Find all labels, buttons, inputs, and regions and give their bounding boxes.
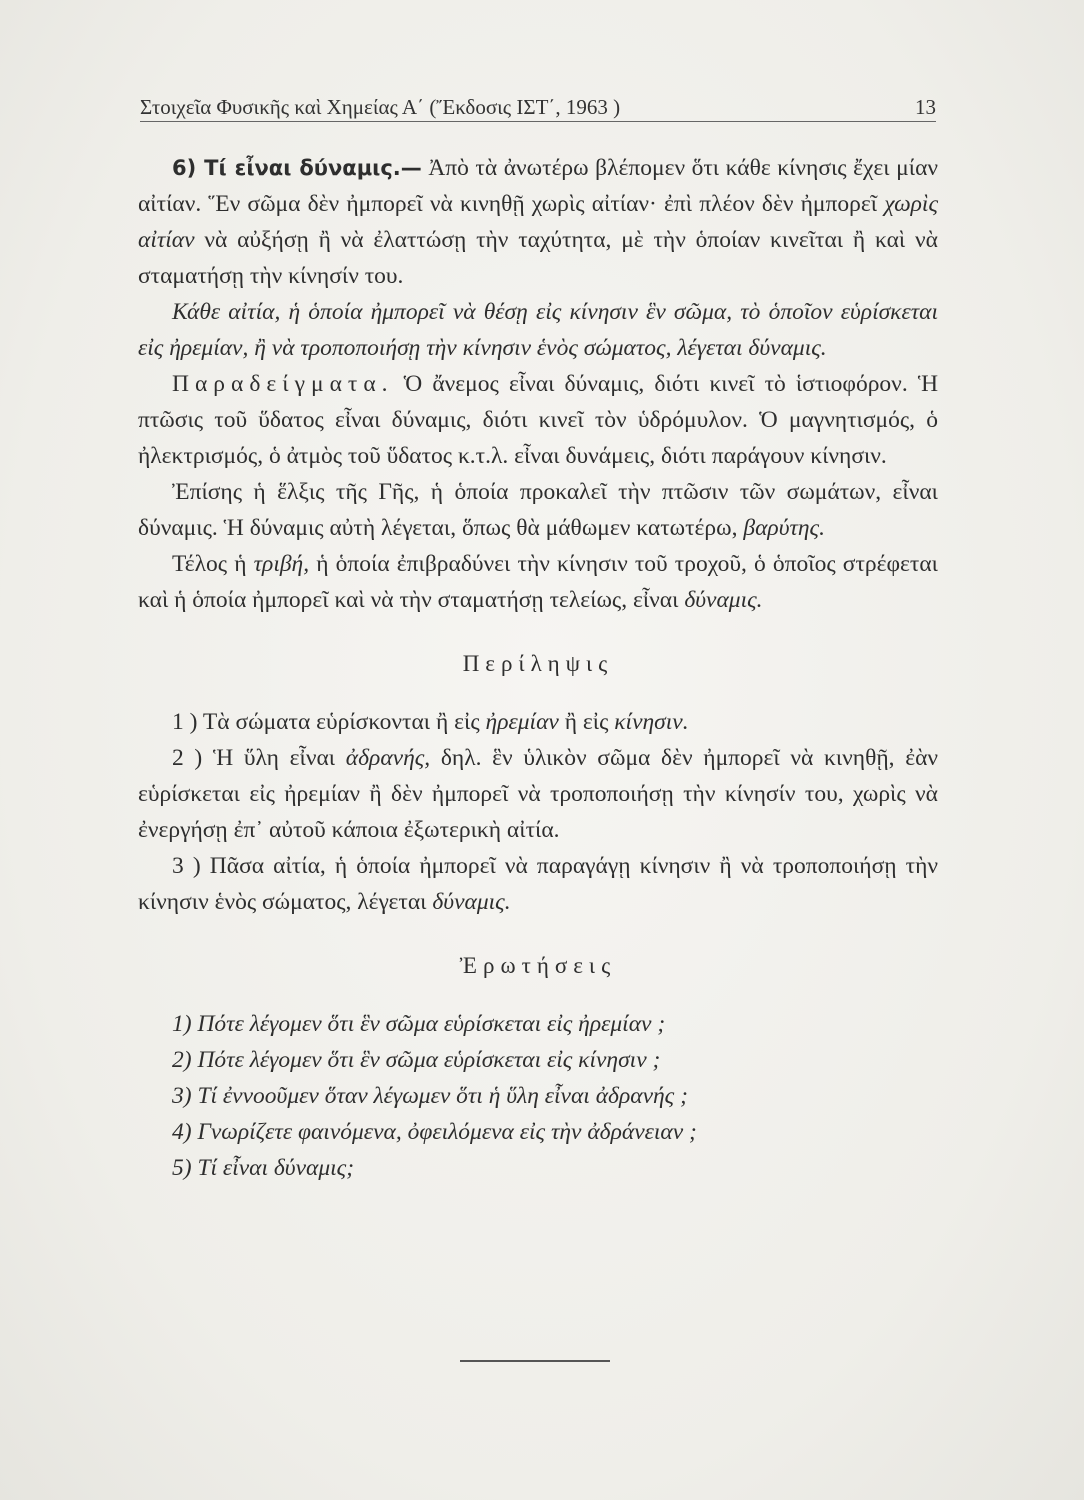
friction-text: Τέλος ἡ xyxy=(172,551,247,577)
examples-label: Παραδείγματα. xyxy=(172,371,394,397)
summary-list xyxy=(138,704,938,920)
summary-item xyxy=(138,740,938,848)
examples-text: Ὁ ἄνεμος εἶναι δύναμις, διότι κινεῖ τὸ ἱστιοφόρον. Ἡ πτῶσις τοῦ ὕδατος εἶναι δύναμις, διότι κινεῖ τὸν ὑδρόμυλον. Ὁ μαγνητισμός, ὁ ἠλεκτρισμός, ὁ ἀτμὸς τοῦ ὕδατος κ.τ.λ. εἶναι δυνάμεις, διότι παράγουν κίνησιν. xyxy=(138,371,939,469)
running-header xyxy=(140,90,936,120)
questions-list xyxy=(138,1006,938,1186)
question-item: 5) Τί εἶναι δύναμις; xyxy=(172,1155,355,1181)
gravity-paragraph xyxy=(138,474,938,546)
summary-heading: Περίληψις xyxy=(462,651,614,676)
friction-end: δύναμις. xyxy=(684,587,763,613)
intro-rest: νὰ αὐξήσῃ ἢ νὰ ἐλαττώσῃ τὴν ταχύτητα, μὲ τὴν ὁποίαν κινεῖται ἢ καὶ νὰ σταματήσῃ τὴν κίνησίν του. xyxy=(138,227,938,289)
page-content xyxy=(138,150,938,1186)
summary-item-term: δύναμις. xyxy=(432,889,511,915)
section-heading: 6) Τί εἶναι δύναμις.— xyxy=(172,156,422,180)
friction-paragraph xyxy=(138,546,938,618)
gravity-term: βαρύτης. xyxy=(743,515,825,541)
questions-heading: Ἐρωτήσεις xyxy=(459,953,617,978)
header-title: Στοιχεῖα Φυσικῆς καὶ Χημείας Α΄ (Ἔκδοσις ΙΣΤ΄, 1963 ) xyxy=(140,95,621,119)
summary-item-term: κίνησιν. xyxy=(614,709,689,735)
summary-item-text: ἢ εἰς xyxy=(564,709,609,735)
summary-item-text: Πᾶσα αἰτία, ἡ ὁποία ἠμπορεῖ νὰ παραγάγῃ κίνησιν ἢ νὰ τροποποιήσῃ τὴν κίνησιν ἑνὸς σώματος, λέγεται xyxy=(138,853,939,915)
summary-item-number: 2 ) xyxy=(172,745,203,771)
summary-item-term: ἀδρανής, xyxy=(345,745,431,771)
friction-rest: ἡ ὁποία ἐπιβραδύνει τὴν κίνησιν τοῦ τροχοῦ, ὁ ὁποῖος στρέφεται καὶ ἡ ὁποία ἠμπορεῖ καὶ νὰ τὴν σταματήσῃ τελείως, εἶναι xyxy=(138,551,938,613)
friction-term: τριβή, xyxy=(253,551,310,577)
question-item: 3) Τί ἐννοοῦμεν ὅταν λέγωμεν ὅτι ἡ ὕλη εἶναι ἀδρανής ; xyxy=(172,1083,688,1109)
summary-item-term: ἠρεμίαν xyxy=(485,709,559,735)
summary-item-number: 1 ) xyxy=(172,709,198,735)
end-of-section-rule xyxy=(460,1360,610,1362)
question-item: 1) Πότε λέγομεν ὅτι ἓν σῶμα εὑρίσκεται εἰς ἠρεμίαν ; xyxy=(172,1011,666,1037)
intro-italic: χωρὶς αἰτίαν xyxy=(138,191,939,253)
header-rule xyxy=(140,121,936,122)
intro-text: Ἀπὸ τὰ ἀνωτέρω βλέπομεν ὅτι κάθε κίνησις ἔχει μίαν αἰτίαν. Ἕν σῶμα δὲν ἠμπορεῖ νὰ κινηθῇ χωρὶς αἰτίαν· ἐπὶ πλέον δὲν ἠμπορεῖ xyxy=(138,155,939,217)
summary-item xyxy=(138,704,938,740)
definition-paragraph: Κάθε αἰτία, ἡ ὁποία ἠμπορεῖ νὰ θέσῃ εἰς κίνησιν ἓν σῶμα, τὸ ὁποῖον εὑρίσκεται εἰς ἠρεμίαν, ἢ νὰ τροποποιήσῃ τὴν κίνησιν ἑνὸς σώματος, λέγεται δύναμις. xyxy=(138,299,938,361)
summary-item-text: δηλ. ἓν ὑλικὸν σῶμα δὲν ἠμπορεῖ νὰ κινηθῇ, ἐὰν εὑρίσκεται εἰς ἠρεμίαν ἢ δὲν ἠμπορεῖ νὰ τροποποιήσῃ τὴν κίνησίν του, χωρὶς νὰ ἐνεργήσῃ ἐπ᾽ αὐτοῦ κάποια ἐξωτερικὴ αἰτία. xyxy=(138,745,939,843)
question-item: 2) Πότε λέγομεν ὅτι ἓν σῶμα εὑρίσκεται εἰς κίνησιν ; xyxy=(172,1047,661,1073)
question-item: 4) Γνωρίζετε φαινόμενα, ὀφειλόμενα εἰς τὴν ἀδράνειαν ; xyxy=(172,1119,697,1145)
gravity-text: Ἐπίσης ἡ ἕλξις τῆς Γῆς, ἡ ὁποία προκαλεῖ τὴν πτῶσιν τῶν σωμάτων, εἶναι δύναμις. Ἡ δύναμις αὐτὴ λέγεται, ὅπως θὰ μάθωμεν κατωτέρω, xyxy=(138,479,938,541)
section-intro-paragraph xyxy=(138,150,938,294)
summary-item-text: Ἡ ὕλη εἶναι xyxy=(212,745,336,771)
examples-paragraph xyxy=(138,366,938,474)
page-number: 13 xyxy=(915,95,936,119)
summary-item-number: 3 ) xyxy=(172,853,201,879)
summary-item-text: Τὰ σώματα εὑρίσκονται ἢ εἰς xyxy=(202,709,480,735)
summary-item xyxy=(138,848,938,920)
